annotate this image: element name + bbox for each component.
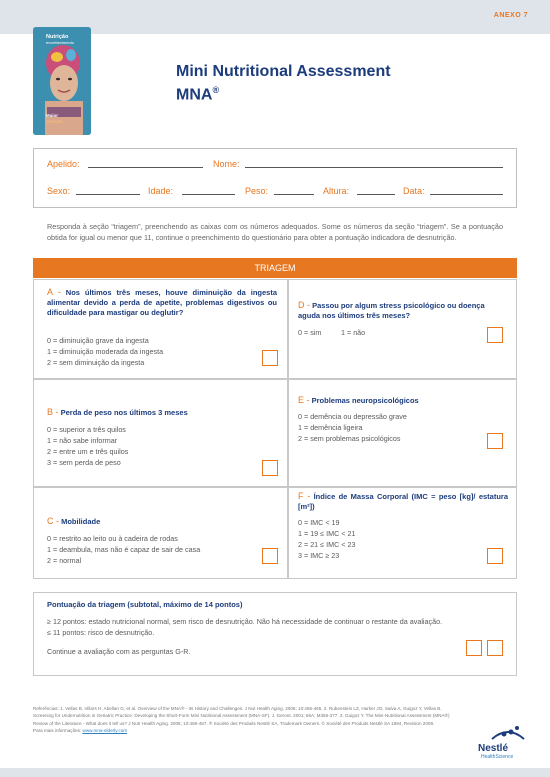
surname-field[interactable] xyxy=(88,167,203,168)
question-d-text: Passou por algum stress psicológico ou doença aguda nos últimos três meses? xyxy=(298,301,485,320)
annex-label: ANEXO 7 xyxy=(493,12,528,19)
question-d-answer-box[interactable] xyxy=(487,327,503,343)
score-risk-text: ≤ 11 pontos: risco de desnutrição. xyxy=(47,628,155,637)
date-label: Data: xyxy=(403,186,425,196)
question-f-letter: F - xyxy=(298,491,311,501)
sex-field[interactable] xyxy=(76,194,140,195)
question-e-title xyxy=(298,395,508,406)
question-a-option-0: 0 = diminuição grave da ingesta xyxy=(47,336,149,345)
question-c-letter: C - xyxy=(47,516,59,526)
question-d-title xyxy=(298,300,508,321)
mna-website-link[interactable]: www.mna-elderly.com xyxy=(82,728,128,734)
patient-info-frame xyxy=(33,148,517,208)
question-b-title xyxy=(47,407,277,418)
weight-field[interactable] xyxy=(274,194,314,195)
question-a-answer-box[interactable] xyxy=(262,350,278,366)
score-units-box[interactable] xyxy=(487,640,503,656)
question-b-option-3: 3 = sem perda de peso xyxy=(47,458,121,467)
question-e-option-1: 1 = demência ligeira xyxy=(298,423,363,432)
title-line-1: Mini Nutritional Assessment xyxy=(176,63,391,80)
age-field[interactable] xyxy=(182,194,235,195)
registered-mark: ® xyxy=(212,85,220,95)
question-b-option-1: 1 = não sabe informar xyxy=(47,436,118,445)
nestle-wordmark: Nestlé xyxy=(478,743,509,754)
question-a-title xyxy=(47,287,277,318)
hero-subtitle: envelhecimento xyxy=(46,40,75,45)
nestle-logo xyxy=(478,721,536,767)
question-f-option-2: 2 = 21 ≤ IMC < 23 xyxy=(298,540,356,549)
question-c-option-1: 1 = deambula, mas não é capaz de sair de casa xyxy=(47,545,201,554)
score-normal-text: ≥ 12 pontos: estado nutricional normal, sem risco de desnutrição. Não há necessidade de continuar o restante da avaliação. xyxy=(47,617,443,626)
question-f-option-0: 0 = IMC < 19 xyxy=(298,518,340,527)
question-f-option-3: 3 = IMC ≥ 23 xyxy=(298,551,340,560)
section-header-triagem: TRIAGEM xyxy=(33,258,517,278)
question-e-letter: E - xyxy=(298,395,310,405)
question-c-option-0: 0 = restrito ao leito ou à cadeira de rodas xyxy=(47,534,178,543)
question-f-text: Índice de Massa Corporal (IMC = peso [kg]/ estatura [m²]) xyxy=(298,492,509,511)
health-science-wordmark: HealthScience xyxy=(481,754,514,760)
question-d-panel xyxy=(288,279,517,379)
question-a-letter: A - xyxy=(47,287,61,297)
question-b-option-0: 0 = superior a três quilos xyxy=(47,425,126,434)
question-b-answer-box[interactable] xyxy=(262,460,278,476)
weight-label: Peso: xyxy=(245,186,269,196)
score-tens-box[interactable] xyxy=(466,640,482,656)
question-a-option-1: 1 = diminuição moderada da ingesta xyxy=(47,347,164,356)
question-c-title xyxy=(47,516,277,527)
height-field[interactable] xyxy=(357,194,395,195)
question-a-option-2: 2 = sem diminuição da ingesta xyxy=(47,358,145,367)
sex-label: Sexo: xyxy=(47,186,71,196)
hero-footer-line1: Maior xyxy=(46,113,59,118)
question-e-text: Problemas neuropsicológicos xyxy=(311,396,419,405)
question-d-letter: D - xyxy=(298,300,310,310)
question-f-title xyxy=(298,491,508,512)
name-label: Nome: xyxy=(213,159,240,169)
question-c-answer-box[interactable] xyxy=(262,548,278,564)
age-label: Idade: xyxy=(148,186,174,196)
question-b-letter: B - xyxy=(47,407,59,417)
question-e-option-2: 2 = sem problemas psicológicos xyxy=(298,434,401,443)
question-e-option-0: 0 = demência ou depressão grave xyxy=(298,412,407,421)
question-d-option-0: 0 = sim xyxy=(298,328,322,337)
question-e-answer-box[interactable] xyxy=(487,433,503,449)
references-text: Referências: 1. Vellas B, Villars H, Abellan G, et al. Overview of the MNA® - Its History and Challenges. J Nut Health Aging. 2006; 10:456-465. 2. Rubenstein LZ, Harker JO, Salva A, Guigoz Y, Vellas B. Screening for Undernutrition in Geriatric Practice: Developing the Short-Form Mini Nutritional Assessment (MNA-SF). J. Geront. 2001; 56A: M366-377. 3. Guigoz Y. The Mini-Nutritional Assessment (MNA®) Review of the Literature - What does it tell us? J Nutr Health Aging. 2006; 10:466-487. ® Société des Produits Nestlé SA, Trademark Owners. © Société des Produits Nestlé SA 1994, Revision 2009. xyxy=(33,706,450,726)
question-f-option-1: 1 = 19 ≤ IMC < 21 xyxy=(298,529,356,538)
question-f-answer-box[interactable] xyxy=(487,548,503,564)
score-title: Pontuação da triagem (subtotal, máximo de 14 pontos) xyxy=(47,600,243,609)
hero-footer-line2: atenção xyxy=(46,119,64,124)
question-b-option-2: 2 = entre um e três quilos xyxy=(47,447,129,456)
hero-photo xyxy=(33,27,91,135)
question-a-text: Nos últimos três meses, houve diminuição da ingesta alimentar devido a perda de apetite, problemas digestivos ou dificuldade para mastigar ou deglutir? xyxy=(47,288,277,317)
date-field[interactable] xyxy=(430,194,503,195)
instructions-text: Responda à seção “triagem”, preenchendo as caixas com os números adequados. Some os números da seção “triagem”. Se a pontuação obtida for igual ou menor que 11, continue o preenchimento do questionário para obter a pontuação indicadora de desnutrição. xyxy=(47,222,503,242)
score-continue-text: Continue a avaliação com as perguntas G-R. xyxy=(47,647,191,656)
references-block xyxy=(33,705,453,735)
question-b-text: Perda de peso nos últimos 3 meses xyxy=(60,408,188,417)
bottom-band xyxy=(0,768,550,777)
question-d-option-1: 1 = não xyxy=(341,328,366,337)
question-c-text: Mobilidade xyxy=(61,517,101,526)
title-line-2: MNA® xyxy=(176,85,220,104)
name-field[interactable] xyxy=(245,167,503,168)
question-c-option-2: 2 = normal xyxy=(47,556,82,565)
more-info-label: Para mais informações: xyxy=(33,728,83,734)
height-label: Altura: xyxy=(323,186,350,196)
nest-icon xyxy=(488,721,528,743)
document-title xyxy=(176,63,391,104)
hero-title: Nutrição xyxy=(46,34,69,40)
surname-label: Apelido: xyxy=(47,159,80,169)
